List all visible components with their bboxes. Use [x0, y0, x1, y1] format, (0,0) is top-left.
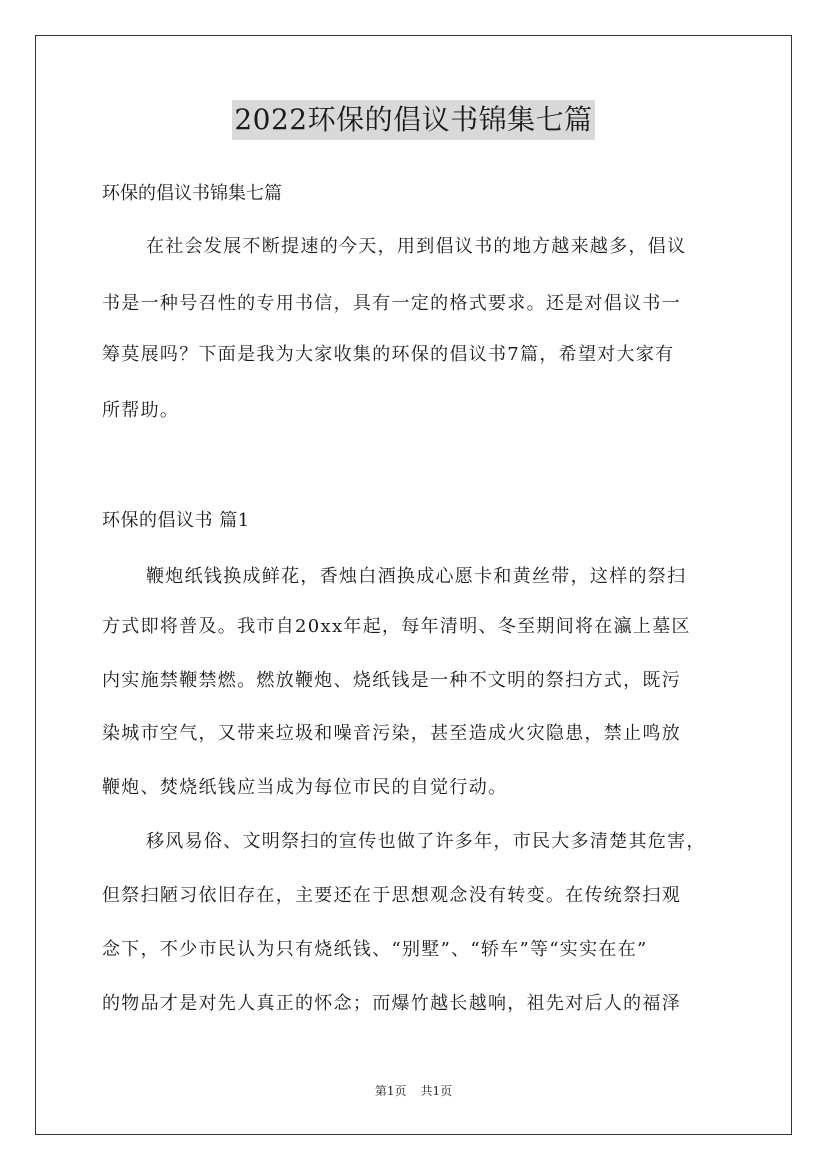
document-title: 2022环保的倡议书锦集七篇	[232, 100, 594, 140]
title-container	[0, 100, 827, 140]
paragraph-line: 鞭炮、焚烧纸钱应当成为每位市民的自觉行动。	[102, 777, 508, 798]
paragraph-line: 的物品才是对先人真正的怀念；而爆竹越长越响，祖先对后人的福泽	[102, 993, 681, 1014]
page-number: 第1页	[374, 1084, 407, 1098]
document-subtitle: 环保的倡议书锦集七篇	[102, 183, 282, 204]
page-footer	[0, 1083, 827, 1099]
intro-line: 所帮助。	[102, 400, 180, 421]
paragraph-line: 内实施禁鞭禁燃。燃放鞭炮、烧纸钱是一种不文明的祭扫方式，既污	[102, 670, 681, 691]
section-heading: 环保的倡议书 篇1	[102, 510, 250, 531]
paragraph-line: 念下，不少市民认为只有烧纸钱、“别墅”、“轿车”等“实实在在”	[102, 939, 648, 960]
paragraph-line: 移风易俗、文明祭扫的宣传也做了许多年，市民大多清楚其危害，	[146, 831, 706, 852]
page-total: 共1页	[420, 1084, 453, 1098]
intro-line: 书是一种号召性的专用书信，具有一定的格式要求。还是对倡议书一	[102, 293, 681, 314]
paragraph-line: 鞭炮纸钱换成鲜花，香烛白酒换成心愿卡和黄丝带，这样的祭扫	[146, 566, 687, 587]
intro-line: 筹莫展吗？下面是我为大家收集的环保的倡议书7篇，希望对大家有	[102, 344, 675, 365]
paragraph-line: 但祭扫陋习依旧存在，主要还在于思想观念没有转变。在传统祭扫观	[102, 885, 681, 906]
paragraph-line: 方式即将普及。我市自20xx年起，每年清明、冬至期间将在瀛上墓区	[102, 616, 691, 637]
paragraph-line: 染城市空气，又带来垃圾和噪音污染，甚至造成火灾隐患，禁止鸣放	[102, 723, 681, 744]
intro-line: 在社会发展不断提速的今天，用到倡议书的地方越来越多，倡议	[146, 236, 687, 257]
